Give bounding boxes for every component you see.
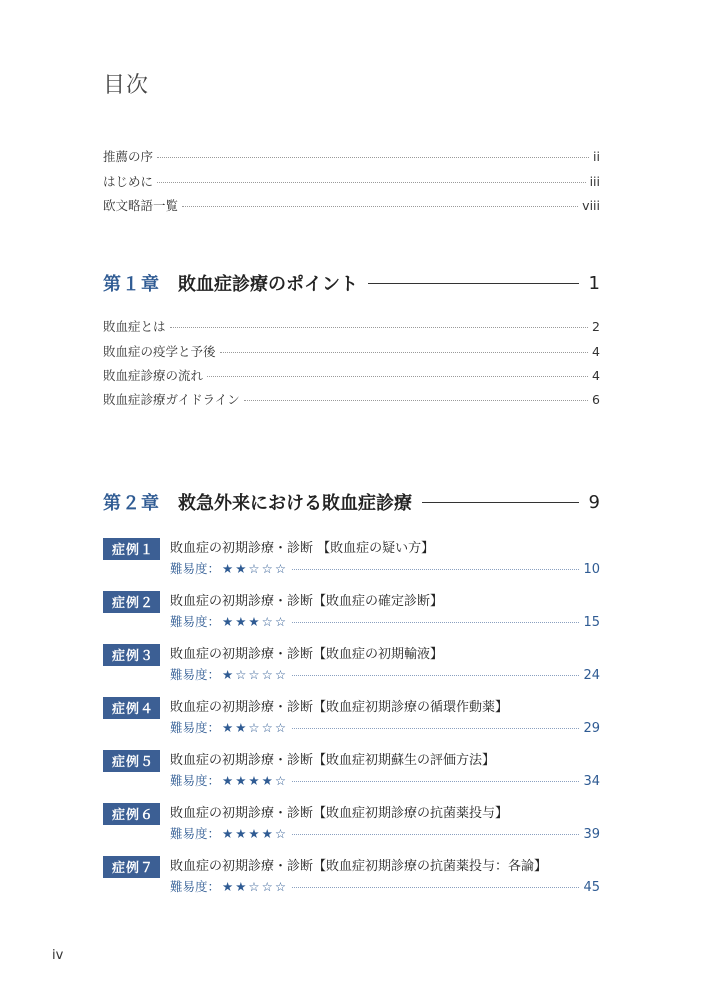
dot-leader	[292, 834, 579, 835]
dot-leader	[220, 352, 589, 353]
difficulty-stars-icon: ★★☆☆☆	[222, 879, 289, 894]
case-entry[interactable]	[103, 537, 600, 581]
page-folio: iv	[52, 948, 64, 963]
case-badge: 症例３	[103, 644, 160, 666]
dot-leader	[292, 728, 579, 729]
toc-entry-page: viii	[582, 198, 600, 213]
difficulty-stars-icon: ★★★★☆	[222, 773, 289, 788]
case-page: 24	[583, 668, 600, 683]
toc-entry-label: 敗血症の疫学と予後	[103, 344, 216, 359]
case-title: 敗血症の初期診療・診断【敗血症初期診療の抗菌薬投与：各論】	[170, 859, 548, 874]
case-difficulty-line	[170, 824, 600, 842]
dot-leader	[157, 157, 589, 158]
case-badge: 症例６	[103, 803, 160, 825]
chapter-rule	[368, 283, 579, 284]
difficulty-label: 難易度：	[170, 826, 221, 841]
difficulty-label: 難易度：	[170, 773, 221, 788]
toc-entry[interactable]	[103, 390, 600, 408]
toc-entry-label: 敗血症とは	[103, 319, 166, 334]
case-page: 29	[583, 721, 600, 736]
case-entry[interactable]	[103, 696, 600, 740]
toc-entry-page: iii	[589, 174, 600, 189]
dot-leader	[244, 400, 588, 401]
dot-leader	[292, 569, 579, 570]
case-badge: 症例２	[103, 591, 160, 613]
toc-entry[interactable]	[103, 317, 600, 335]
case-title: 敗血症の初期診療・診断 【敗血症の疑い方】	[170, 541, 435, 556]
case-title: 敗血症の初期診療・診断【敗血症の確定診断】	[170, 594, 444, 609]
dot-leader	[207, 376, 588, 377]
toc-entry[interactable]	[103, 342, 600, 360]
toc-entry-page: 4	[592, 344, 600, 359]
toc-entry-label: 敗血症診療ガイドライン	[103, 392, 240, 407]
case-title: 敗血症の初期診療・診断【敗血症の初期輸液】	[170, 647, 444, 662]
case-page: 45	[583, 880, 600, 895]
case-entry[interactable]	[103, 590, 600, 634]
toc-entry-page: 4	[592, 368, 600, 383]
difficulty-stars-icon: ★☆☆☆☆	[222, 667, 289, 682]
chapter-2-heading[interactable]	[103, 489, 600, 515]
case-entry[interactable]	[103, 802, 600, 846]
case-page: 10	[583, 562, 600, 577]
difficulty-label: 難易度：	[170, 614, 221, 629]
toc-entry-label: はじめに	[103, 174, 154, 189]
case-badge: 症例１	[103, 538, 160, 560]
case-entry[interactable]	[103, 643, 600, 687]
case-badge: 症例４	[103, 697, 160, 719]
difficulty-label: 難易度：	[170, 720, 221, 735]
case-difficulty-line	[170, 559, 600, 577]
chapter-number: 第１章	[103, 274, 160, 295]
dot-leader	[182, 206, 578, 207]
difficulty-stars-icon: ★★★☆☆	[222, 614, 289, 629]
chapter-title: 救急外来における敗血症診療	[178, 493, 412, 514]
dot-leader	[292, 781, 579, 782]
chapter-rule	[422, 502, 579, 503]
case-difficulty-line	[170, 771, 600, 789]
difficulty-stars-icon: ★★☆☆☆	[222, 561, 289, 576]
toc-title: 目次	[103, 73, 150, 98]
chapter-title: 敗血症診療のポイント	[178, 274, 358, 295]
dot-leader	[157, 182, 586, 183]
case-page: 34	[583, 774, 600, 789]
difficulty-label: 難易度：	[170, 561, 221, 576]
case-title: 敗血症の初期診療・診断【敗血症初期診療の循環作動薬】	[170, 700, 509, 715]
case-difficulty-line	[170, 665, 600, 683]
case-page: 39	[583, 827, 600, 842]
case-difficulty-line	[170, 877, 600, 895]
toc-entry[interactable]	[103, 196, 600, 214]
difficulty-stars-icon: ★★★★☆	[222, 826, 289, 841]
difficulty-label: 難易度：	[170, 667, 221, 682]
case-difficulty-line	[170, 718, 600, 736]
case-badge: 症例５	[103, 750, 160, 772]
dot-leader	[292, 887, 579, 888]
difficulty-stars-icon: ★★☆☆☆	[222, 720, 289, 735]
case-difficulty-line	[170, 612, 600, 630]
toc-entry[interactable]	[103, 172, 600, 190]
toc-entry-page: 2	[592, 319, 600, 334]
toc-entry[interactable]	[103, 366, 600, 384]
difficulty-label: 難易度：	[170, 879, 221, 894]
chapter-page: 9	[588, 491, 600, 513]
case-title: 敗血症の初期診療・診断【敗血症初期蘇生の評価方法】	[170, 753, 496, 768]
dot-leader	[292, 675, 579, 676]
case-entry[interactable]	[103, 855, 600, 899]
dot-leader	[170, 327, 589, 328]
toc-entry-label: 推薦の序	[103, 149, 154, 164]
case-title: 敗血症の初期診療・診断【敗血症初期診療の抗菌薬投与】	[170, 806, 509, 821]
chapter-page: 1	[588, 272, 600, 294]
toc-entry-label: 敗血症診療の流れ	[103, 368, 204, 383]
toc-entry-page: ii	[593, 149, 600, 164]
chapter-1-heading[interactable]	[103, 270, 600, 296]
toc-entry-page: 6	[592, 392, 600, 407]
toc-entry-label: 欧文略語一覧	[103, 198, 179, 213]
toc-entry[interactable]	[103, 147, 600, 165]
case-badge: 症例７	[103, 856, 160, 878]
case-page: 15	[583, 615, 600, 630]
chapter-number: 第２章	[103, 493, 160, 514]
dot-leader	[292, 622, 579, 623]
case-entry[interactable]	[103, 749, 600, 793]
